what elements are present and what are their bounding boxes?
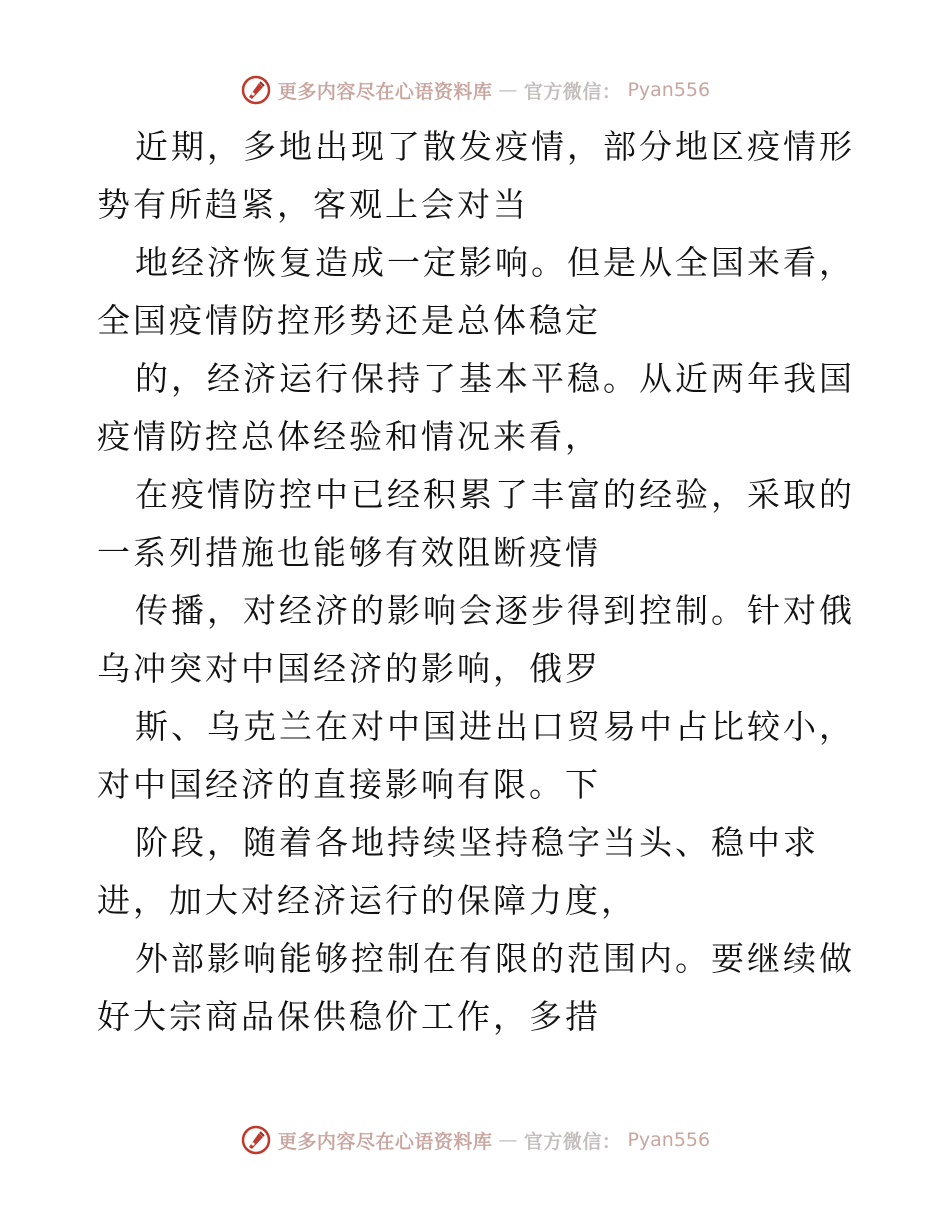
paragraph: 在疫情防控中已经积累了丰富的经验，采取的一系列措施也能够有效阻断疫情 — [97, 475, 855, 572]
watermark-wechat-id: Pyan556 — [627, 1129, 711, 1151]
paragraph: 地经济恢复造成一定影响。但是从全国来看，全国疫情防控形势还是总体稳定 — [97, 243, 855, 340]
document-body — [97, 118, 857, 1046]
watermark-text: 更多内容尽在心语资料库 — [277, 1130, 493, 1153]
paragraph: 阶段，随着各地持续坚持稳字当头、稳中求进，加大对经济运行的保障力度， — [97, 823, 819, 920]
paragraph: 传播，对经济的影响会逐步得到控制。针对俄乌冲突对中国经济的影响，俄罗 — [97, 591, 855, 688]
watermark-dash: — — [498, 1129, 518, 1151]
watermark-wechat-id: Pyan556 — [627, 79, 711, 101]
paragraph: 的，经济运行保持了基本平稳。从近两年我国疫情防控总体经验和情况来看， — [97, 359, 855, 456]
footer-watermark — [0, 1120, 950, 1160]
paragraph: 斯、乌克兰在对中国进出口贸易中占比较小，对中国经济的直接影响有限。下 — [97, 707, 855, 804]
pen-nib-icon — [240, 1124, 272, 1156]
pen-nib-icon — [240, 74, 272, 106]
watermark-text: 更多内容尽在心语资料库 — [277, 80, 493, 103]
watermark-dash: — — [498, 79, 518, 101]
watermark-wechat-label: 官方微信： — [523, 1130, 622, 1153]
watermark-wechat-label: 官方微信： — [523, 80, 622, 103]
paragraph: 外部影响能够控制在有限的范围内。要继续做好大宗商品保供稳价工作，多措 — [97, 939, 855, 1036]
header-watermark — [0, 70, 950, 110]
paragraph: 近期，多地出现了散发疫情，部分地区疫情形势有所趋紧，客观上会对当 — [97, 127, 855, 224]
